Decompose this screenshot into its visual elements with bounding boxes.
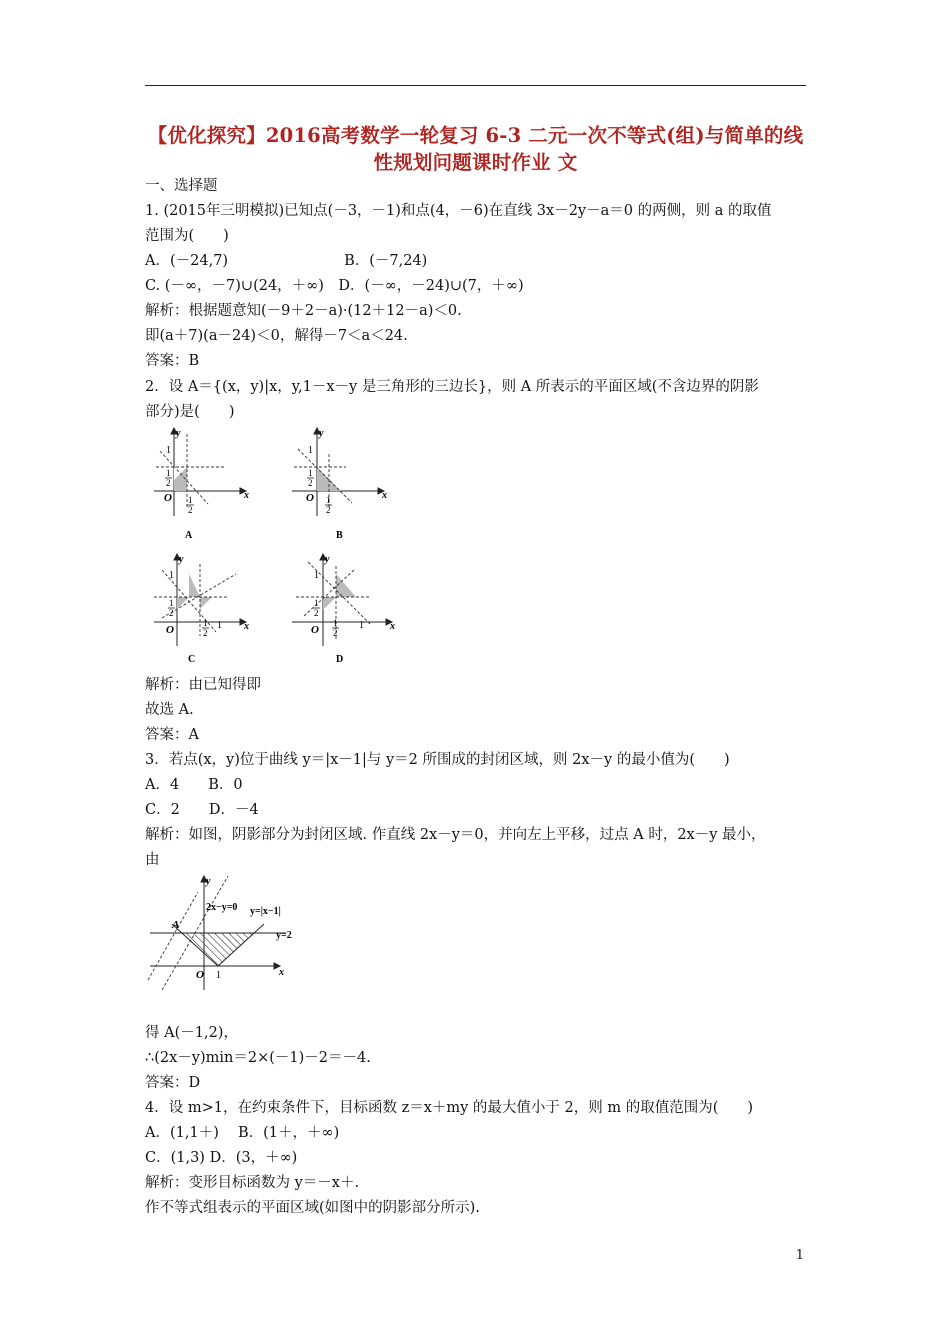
q3-solution-min: ∴(2x－y)min＝2×(－1)－2＝－4. — [145, 1050, 371, 1066]
q2-figure-b — [286, 424, 401, 542]
q3-solution-cont: 由 — [145, 852, 160, 868]
line-y2-label: y=2 — [276, 930, 292, 941]
tick-one: 1 — [169, 570, 174, 581]
point-a-label: A — [172, 919, 180, 931]
x-label: x — [390, 621, 395, 632]
origin-label: O — [164, 492, 172, 504]
q2-figure-d — [286, 550, 401, 668]
q2-answer: 答案：A — [145, 727, 199, 743]
page-number: 1 — [795, 1248, 804, 1263]
x-label: x — [279, 967, 284, 978]
curve-label: y=|x−1| — [250, 906, 281, 917]
shaded-region — [182, 933, 254, 966]
q2-figure-c — [148, 550, 263, 668]
q2-figure-a — [148, 424, 263, 542]
x-label: x — [382, 490, 387, 501]
half-num: 1 — [314, 598, 319, 608]
q4-options-ab: A．(1,1＋) B．(1＋，＋∞) — [145, 1125, 340, 1141]
tick-one: 1 — [314, 570, 319, 581]
shaded-region-left — [323, 597, 336, 610]
y-label: y — [206, 876, 211, 887]
section-heading: 一、选择题 — [145, 178, 218, 194]
q2-stem-cont: 部分)是( ) — [145, 404, 235, 420]
figure-label: C — [188, 654, 196, 665]
half-num-x: 1 — [203, 618, 208, 628]
half-den-x: 2 — [326, 505, 331, 515]
header-rule — [145, 85, 806, 86]
figure-label: D — [336, 654, 344, 665]
half-den: 2 — [166, 478, 171, 488]
shaded-region-left — [177, 597, 189, 609]
x-label: x — [244, 621, 249, 632]
half-num-x: 1 — [333, 618, 338, 628]
document-title: 【优化探究】2016高考数学一轮复习 6-3 二元一次不等式(组)与简单的线性规划问题课时作业 文 — [147, 124, 804, 174]
half-num-x: 1 — [326, 495, 331, 505]
line-2x-y-label: 2x−y=0 — [206, 902, 238, 913]
origin-label: O — [166, 624, 174, 636]
q2-stem: 2．设 A＝{(x，y)|x，y,1－x－y 是三角形的三边长}，则 A 所表示的平面区域(不含边界的阴影 — [145, 379, 759, 395]
q1-options-cd: C. (－∞，－7)∪(24，＋∞) D．(－∞，－24)∪(7，＋∞) — [145, 278, 524, 294]
q3-solution: 解析：如图，阴影部分为封闭区域. 作直线 2x－y＝0，并向左上平移，过点 A 时，2x－y 最小， — [145, 827, 766, 843]
q3-figure — [146, 872, 306, 996]
q4-stem: 4．设 m>1，在约束条件下，目标函数 z＝x＋my 的最大值小于 2，则 m 的取值范围为( ) — [145, 1100, 754, 1116]
origin-label: O — [306, 492, 314, 504]
q1-stem-cont: 范围为( ) — [145, 228, 229, 244]
q2-solution: 解析：由已知得即 — [145, 677, 261, 693]
q3-options-ab: A．4 B．0 — [145, 777, 243, 793]
figure-label: B — [336, 530, 343, 541]
tick-one: 1 — [308, 445, 313, 456]
tick-one: 1 — [166, 445, 171, 456]
q4-options-cd: C．(1,3) D．(3，＋∞) — [145, 1150, 298, 1166]
q3-solution-result: 得 A(－1,2)， — [145, 1025, 238, 1041]
q1-options-ab: A．(－24,7) B．(－7,24) — [145, 253, 428, 269]
q3-options-cd: C．2 D．－4 — [145, 802, 259, 818]
half-den: 2 — [314, 608, 319, 618]
tick-one: 1 — [216, 970, 221, 981]
y-label: y — [179, 554, 184, 565]
half-num-x: 1 — [188, 495, 193, 505]
tick-one-x: 1 — [359, 620, 364, 631]
q1-answer: 答案：B — [145, 353, 200, 369]
y-label: y — [319, 428, 324, 439]
q1-solution-cont: 即(a＋7)(a－24)＜0，解得－7＜a＜24. — [145, 328, 408, 344]
q1-stem: 1. (2015年三明模拟)已知点(－3，－1)和点(4，－6)在直线 3x－2y－a＝0 的两侧，则 a 的取值 — [145, 203, 772, 219]
q2-solution-cont: 故选 A. — [145, 702, 194, 718]
tick-one-x: 1 — [217, 620, 222, 631]
figure-label: A — [185, 530, 193, 541]
q1-solution: 解析：根据题意知(－9＋2－a)·(12＋12－a)＜0. — [145, 303, 462, 319]
half-den-x: 2 — [333, 628, 338, 638]
q4-solution-cont: 作不等式组表示的平面区域(如图中的阴影部分所示). — [145, 1200, 480, 1216]
q3-stem: 3．若点(x，y)位于曲线 y＝|x－1|与 y＝2 所围成的封闭区域，则 2x－y 的最小值为( ) — [145, 752, 730, 768]
origin-label: O — [196, 969, 204, 981]
half-den-x: 2 — [203, 628, 208, 638]
half-den: 2 — [169, 608, 174, 618]
half-num: 1 — [169, 598, 174, 608]
q3-answer: 答案：D — [145, 1075, 201, 1091]
shaded-region-upper — [189, 574, 200, 597]
half-den-x: 2 — [188, 505, 193, 515]
half-num: 1 — [166, 468, 171, 478]
half-den: 2 — [308, 478, 313, 488]
q4-solution: 解析：变形目标函数为 y＝－x＋. — [145, 1175, 360, 1191]
y-label: y — [176, 428, 181, 439]
origin-label: O — [311, 624, 319, 636]
half-num: 1 — [308, 468, 313, 478]
y-label: y — [325, 554, 330, 565]
x-label: x — [244, 490, 249, 501]
shaded-region-right — [200, 597, 212, 609]
